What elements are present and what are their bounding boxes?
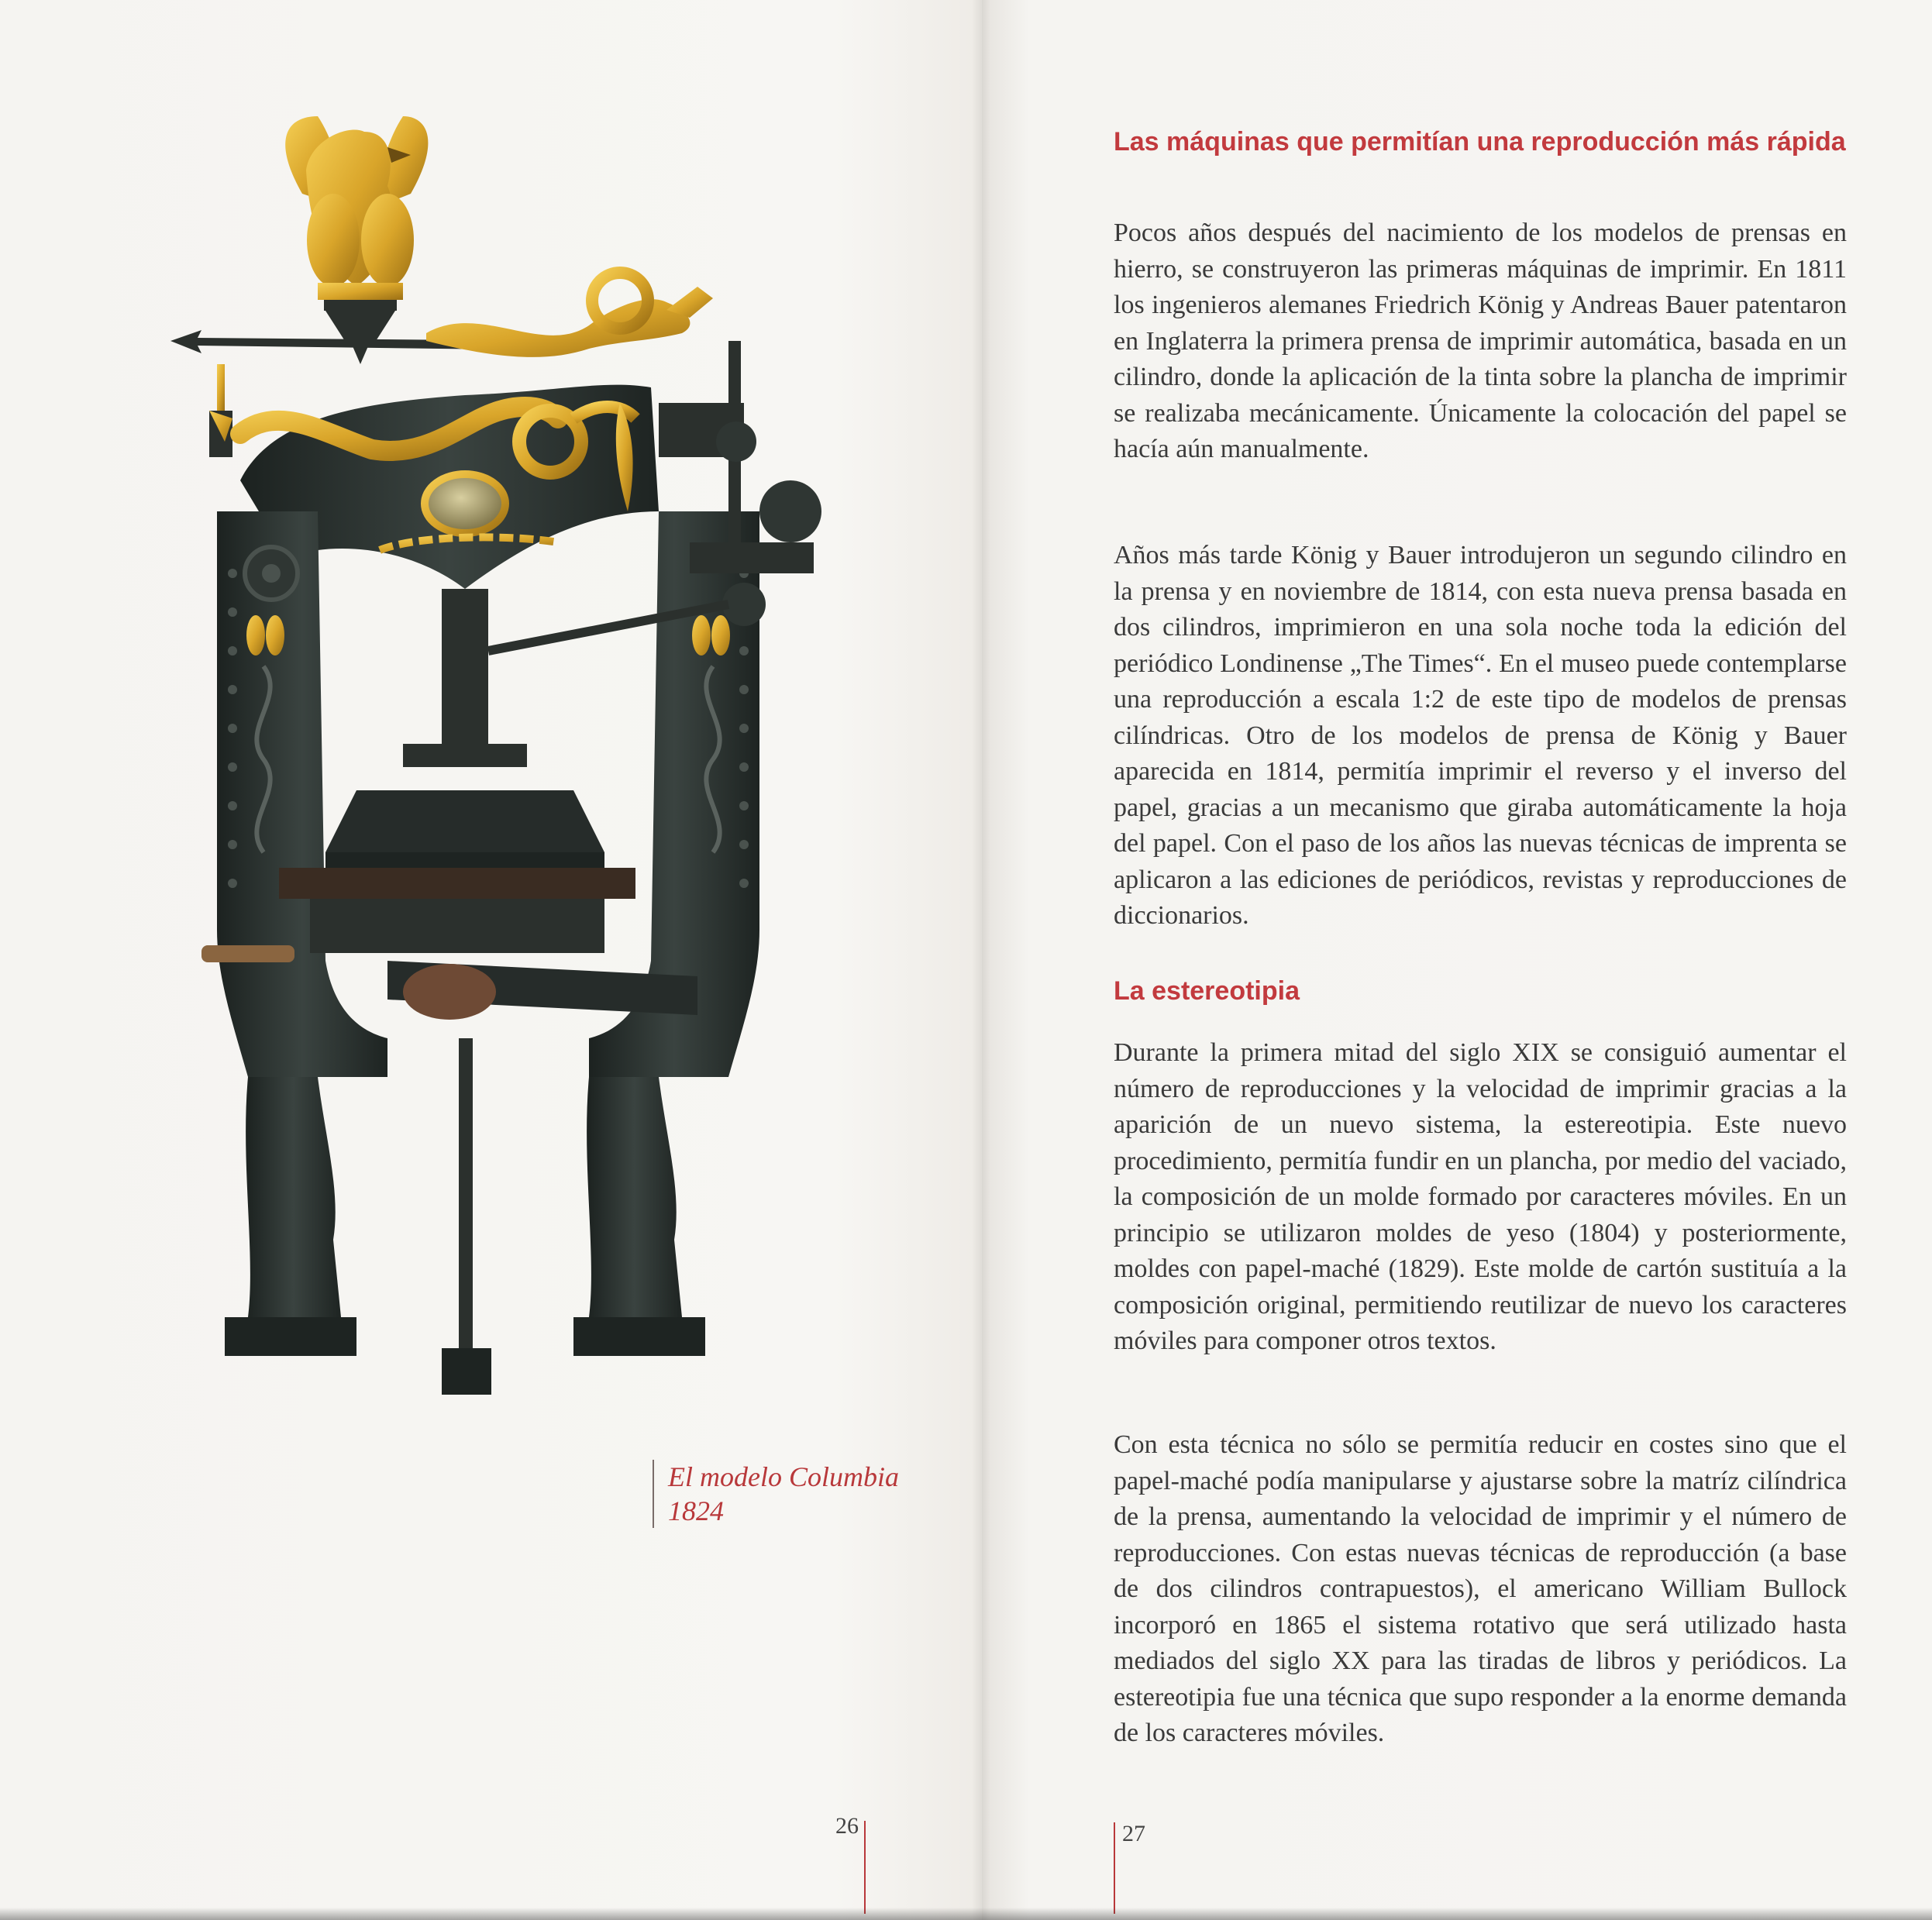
page-number-right: 27 xyxy=(1122,1821,1145,1846)
press-legs xyxy=(225,1038,705,1395)
paragraph-rotary-bullock: Con esta técnica no sólo se permitía reducir en costes sino que el papel-maché podía manipularse y ajustarse sobre la matríz cilíndrica de la prensa, aumentando la velocidad de imprimir y el número de reproducciones. Con estas nuevas técnicas de reproducción (a base de dos cilindros contrapuestos), el americano William Bullock incorporó en 1865 el sistema rotativo que será utilizado hasta mediados del siglo XX para las tiradas de libros y periódicos. La estereotipia fue una técnica que supo responder a la enorme demanda de los caracteres móviles. xyxy=(1114,1430,1847,1747)
page-rule-right xyxy=(1114,1822,1115,1914)
left-spindle xyxy=(217,364,225,411)
bottom-edge-shadow xyxy=(0,1908,1932,1920)
eagle-finial xyxy=(285,116,428,364)
columbia-press-illustration xyxy=(155,108,899,1426)
page-number-left: 26 xyxy=(835,1813,859,1839)
caption-year: 1824 xyxy=(668,1495,724,1526)
book-gutter xyxy=(972,0,990,1920)
section-heading-stereotype: La estereotipia xyxy=(1114,976,1300,1006)
paragraph-stereotype-process: Durante la primera mitad del siglo XIX se consiguió aumentar el número de reproducciones y la velocidad de imprimir gracias a la aparición de un nuevo sistema, la estereotipia. Este nuevo procedimiento, permitía fundir en un plancha, por medio del vaciado, la composición de un molde formado por caracteres móviles. En un principio se utilizaron moldes de yeso (1804) y posteriormente, moldes con papel-maché (1829). Este molde de cartón sustituía a la composición original, permitiendo reutilizar de nuevo los caracteres móviles para componer otros textos. xyxy=(1114,1038,1847,1355)
section-heading-machines: Las máquinas que permitían una reproducción más rápida xyxy=(1114,127,1846,157)
caption-title: El modelo Columbia xyxy=(668,1461,899,1492)
page-rule-left xyxy=(864,1821,866,1914)
counterweight-lever xyxy=(170,273,713,357)
paragraph-koenig-bauer-1811: Pocos años después del nacimiento de los modelos de prensas en hierro, se construyeron las primeras máquinas de imprimir. En 1811 los ingenieros alemanes Friedrich König y Andreas Bauer patentaron en Inglaterra la primera prensa de imprimir automática, basada en un cilindro, donde la aplicación de la tinta sobre la plancha de imprimir se realizaba mecánicamente. Únicamente la colocación del papel se hacía aún manualmente. xyxy=(1114,218,1847,463)
figure-caption xyxy=(653,1460,947,1528)
paragraph-two-cylinders-1814: Años más tarde König y Bauer introdujeron un segundo cilindro en la prensa y en noviembre de 1814, con esta nueva prensa basada en dos cilindros, imprimieron en una sola noche toda la edición del periódico Londinense „The Times“. En el museo puede contemplarse una reproducción a escala 1:2 de este tipo de modelos de prensas cilíndricas. Otro de los modelos de prensa de König y Bauer aparecida en 1814, permitía imprimir el reverso y el inverso del papel, gracias a un mecanismo que giraba automáticamente la hoja del papel. Con el paso de los años las nuevas técnicas de imprenta se aplicaron a las ediciones de periódicos, revistas y reproducciones de diccionarios. xyxy=(1114,541,1847,930)
